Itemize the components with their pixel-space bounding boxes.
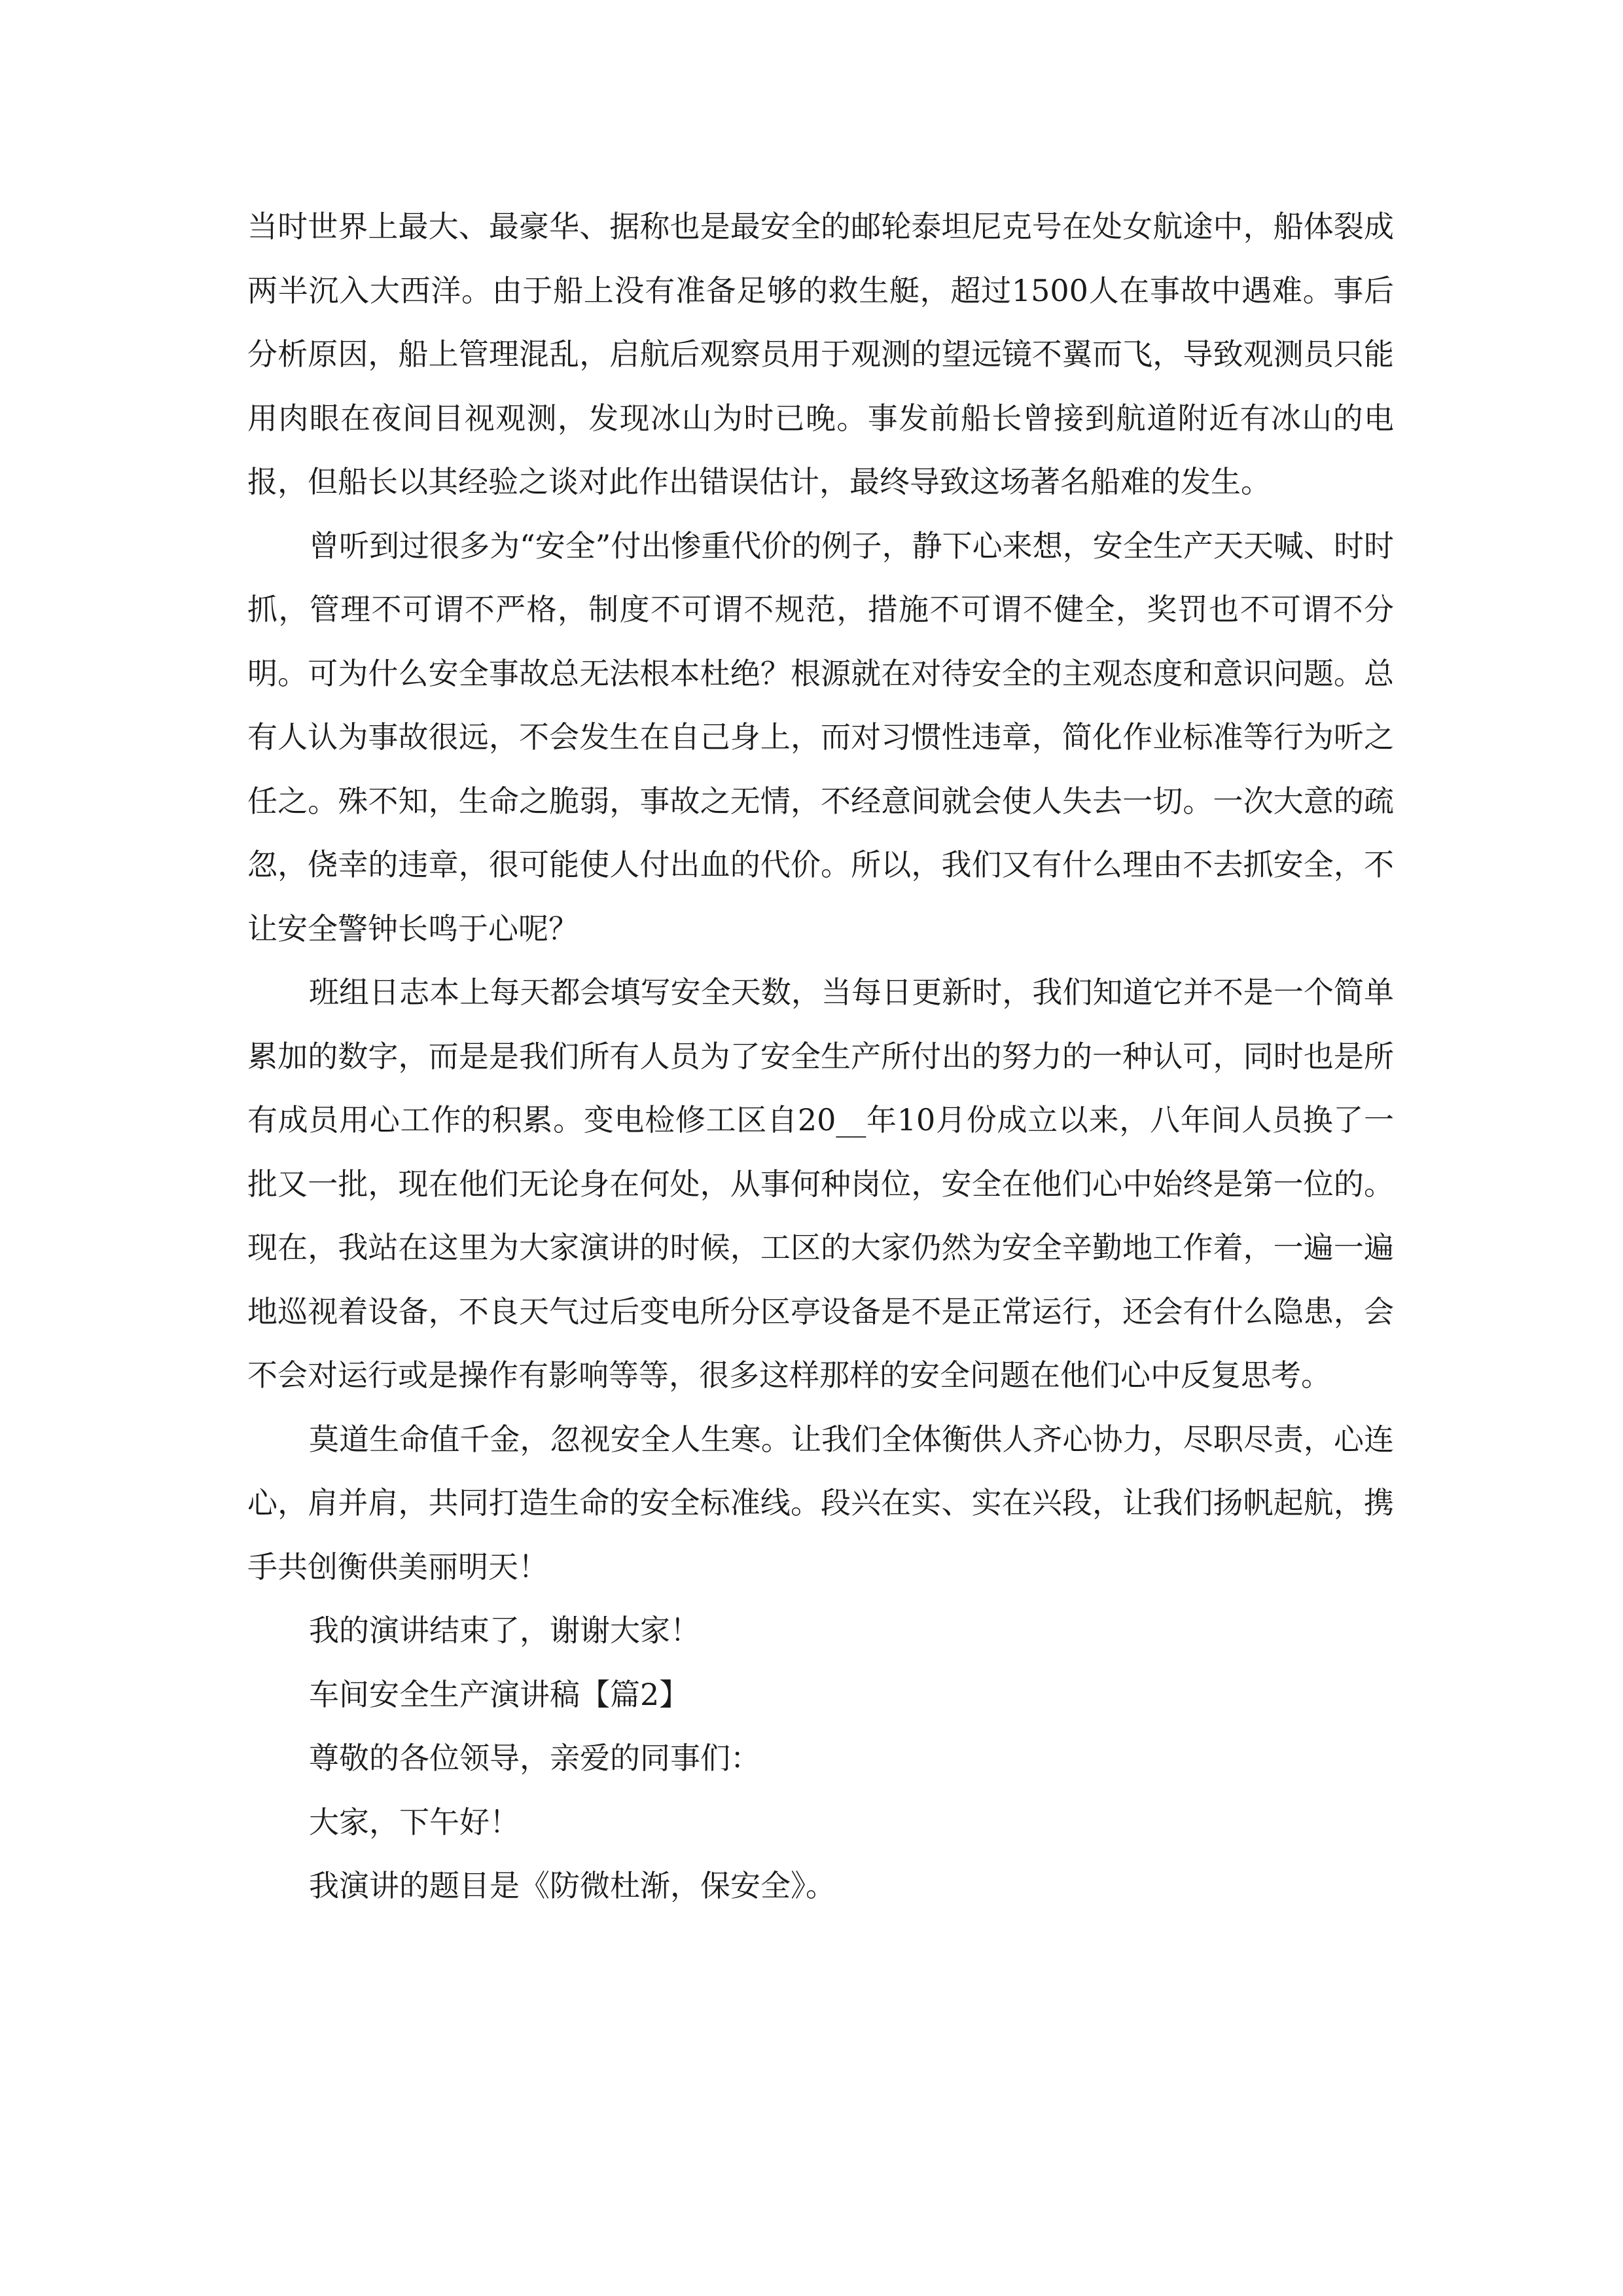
salutation: 尊敬的各位领导，亲爱的同事们： bbox=[309, 1740, 760, 1776]
document-page bbox=[247, 195, 1394, 1918]
paragraph-team-log: 班组日志本上每天都会填写安全天数，当每日更新时，我们知道它并不是一个简单累加的数字，而是是我们所有人员为了安全生产所付出的努力的一种认可，同时也是所有成员用心工作的积累。变电检修工区自20__年10月份成立以来，八年间人员换了一批又一批，现在他们无论身在何处，从事何种岗位，安全在他们心中始终是第一位的。现在，我站在这里为大家演讲的时候，工区的大家仍然为安全辛勤地工作着，一遍一遍地巡视着设备，不良天气过后变电所分区亭设备是不是正常运行，还会有什么隐患，会不会对运行或是操作有影响等等，很多这样那样的安全问题在他们心中反复思考。 bbox=[247, 975, 1394, 1393]
paragraph-thanks: 我的演讲结束了，谢谢大家！ bbox=[309, 1613, 700, 1648]
speech-topic: 我演讲的题目是《防微杜渐，保安全》。 bbox=[309, 1868, 836, 1903]
paragraph-safety-cost: 曾听到过很多为“安全”付出惨重代价的例子，静下心来想，安全生产天天喊、时时抓，管理不可谓不严格，制度不可谓不规范，措施不可谓不健全，奖罚也不可谓不分明。可为什么安全事故总无法根本杜绝？根源就在对待安全的主观态度和意识问题。总有人认为事故很远，不会发生在自己身上，而对习惯性违章，简化作业标准等行为听之任之。殊不知，生命之脆弱，事故之无情，不经意间就会使人失去一切。一次大意的疏忽，侥幸的违章，很可能使人付出血的代价。所以，我们又有什么理由不去抓安全，不让安全警钟长鸣于心呢？ bbox=[247, 528, 1394, 946]
greeting: 大家，下午好！ bbox=[309, 1804, 520, 1840]
paragraph-titanic: 当时世界上最大、最豪华、据称也是最安全的邮轮泰坦尼克号在处女航途中，船体裂成两半沉入大西洋。由于船上没有准备足够的救生艇，超过1500人在事故中遇难。事后分析原因，船上管理混乱，启航后观察员用于观测的望远镜不翼而飞，导致观测员只能用肉眼在夜间目视观测，发现冰山为时已晚。事发前船长曾接到航道附近有冰山的电报，但船长以其经验之谈对此作出错误估计，最终导致这场著名船难的发生。 bbox=[247, 209, 1394, 499]
paragraph-closing-call: 莫道生命值千金，忽视安全人生寒。让我们全体衡供人齐心协力，尽职尽责，心连心，肩并肩，共同打造生命的安全标准线。段兴在实、实在兴段，让我们扬帆起航，携手共创衡供美丽明天！ bbox=[247, 1421, 1394, 1585]
section-heading: 车间安全生产演讲稿【篇2】 bbox=[309, 1676, 690, 1712]
